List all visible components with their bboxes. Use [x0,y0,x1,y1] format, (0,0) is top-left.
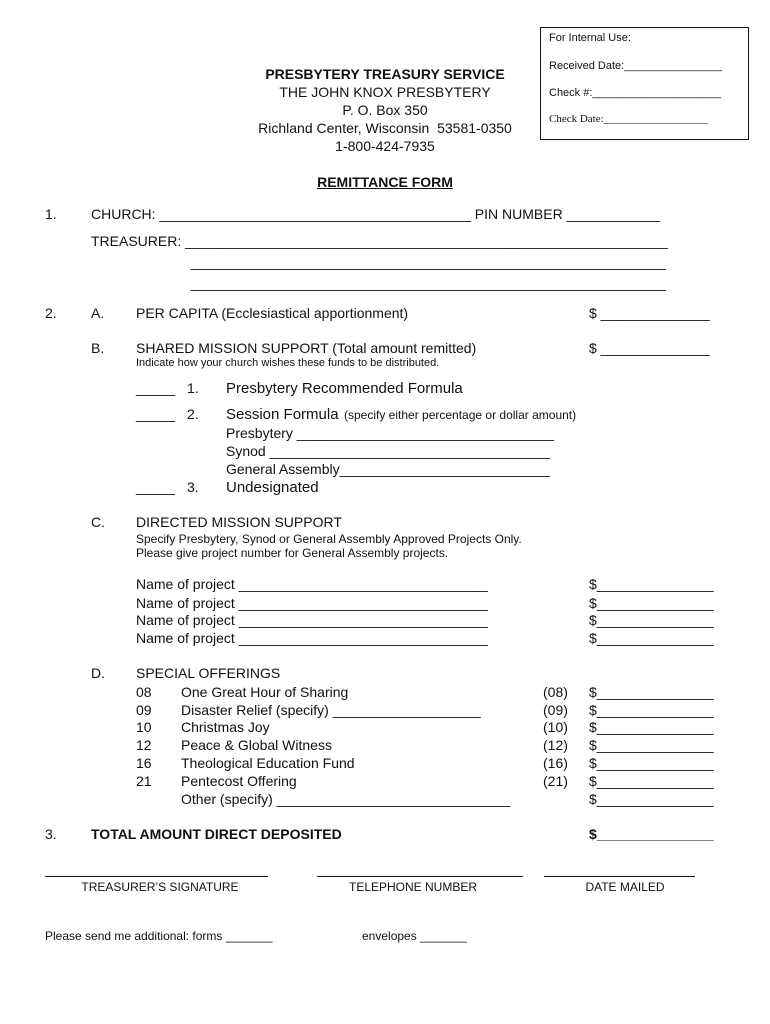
session-presbytery-field[interactable]: Presbytery _________________________________ [226,425,554,441]
offering-code: 09 [136,702,152,718]
section-2b-letter: B. [91,340,105,356]
project-name-field[interactable]: Name of project ________________________________ [136,630,488,646]
offering-code: 21 [136,773,152,789]
option-1-number: 1. [187,380,199,396]
other-offering-amount[interactable]: $_______________ [589,791,714,807]
option-1-label: Presbytery Recommended Formula [226,380,463,397]
offering-amount-field[interactable]: $_______________ [589,737,714,753]
telephone-label: TELEPHONE NUMBER [348,880,478,894]
offering-paren-code: (09) [543,702,568,718]
check-date-field[interactable]: Check Date:___________________ [549,113,709,125]
per-capita-amount[interactable]: $ ______________ [589,305,710,321]
treasurer-field[interactable]: TREASURER: ______________________________________________________________ [91,233,668,249]
project-amount-field[interactable]: $_______________ [589,612,714,628]
offering-amount-field[interactable]: $_______________ [589,773,714,789]
project-name-field[interactable]: Name of project ________________________________ [136,612,488,628]
section-3-number: 3. [45,826,57,842]
directed-mission-note-1: Specify Presbytery, Synod or General Assembly Approved Projects Only. [136,532,522,546]
offering-name: Theological Education Fund [181,755,355,771]
special-offerings-label: SPECIAL OFFERINGS [136,665,281,681]
offering-code: 10 [136,719,152,735]
offering-amount-field[interactable]: $_______________ [589,755,714,771]
shared-mission-label: SHARED MISSION SUPPORT (Total amount remitted) [136,340,477,356]
project-amount-field[interactable]: $_______________ [589,630,714,646]
telephone-line[interactable] [317,876,523,877]
date-mailed-line[interactable] [544,876,695,877]
other-offering-field[interactable]: Other (specify) ______________________________ [181,791,511,807]
option-2-note: (specify either percentage or dollar amount) [344,408,577,422]
offering-name: One Great Hour of Sharing [181,684,349,700]
offering-amount-field[interactable]: $_______________ [589,684,714,700]
treasurer-signature-label: TREASURER’S SIGNATURE [81,880,239,894]
internal-use-title: For Internal Use: [549,32,631,44]
per-capita-label: PER CAPITA (Ecclesiastical apportionment) [136,305,409,321]
option-1-blank[interactable]: _____ [136,380,175,396]
directed-mission-note-2: Please give project number for General Assembly projects. [136,546,449,560]
offering-name[interactable]: Disaster Relief (specify) ___________________ [181,702,481,718]
service-title: PRESBYTERY TREASURY SERVICE [265,66,505,82]
offering-paren-code: (21) [543,773,568,789]
presbytery-name: THE JOHN KNOX PRESBYTERY [279,84,491,100]
section-1-number: 1. [45,206,57,222]
section-2d-letter: D. [91,665,105,681]
option-2-number: 2. [187,406,199,422]
project-name-field[interactable]: Name of project ________________________________ [136,576,488,592]
offering-name: Pentecost Offering [181,773,297,789]
section-2a-letter: A. [91,305,105,321]
offering-paren-code: (16) [543,755,568,771]
project-name-field[interactable]: Name of project ________________________________ [136,595,488,611]
treasurer-line-3[interactable]: _____________________________________________________________ [191,275,666,291]
option-3-label: Undesignated [226,479,319,496]
offering-amount-field[interactable]: $_______________ [589,702,714,718]
total-deposited-amount[interactable]: $_______________ [589,826,714,842]
offering-code: 12 [136,737,152,753]
directed-mission-label: DIRECTED MISSION SUPPORT [136,514,342,530]
shared-mission-amount[interactable]: $ ______________ [589,340,710,356]
total-deposited-label: TOTAL AMOUNT DIRECT DEPOSITED [91,826,342,842]
option-3-number: 3. [187,479,199,495]
option-3-blank[interactable]: _____ [136,479,175,495]
additional-forms-field[interactable]: Please send me additional: forms _______ [45,929,273,943]
treasurer-line-2[interactable]: _____________________________________________________________ [191,254,666,270]
po-box: P. O. Box 350 [342,102,428,118]
check-number-field[interactable]: Check #:_____________________ [549,87,721,99]
session-synod-field[interactable]: Synod ____________________________________ [226,443,550,459]
church-field[interactable]: CHURCH: ________________________________________ PIN NUMBER ____________ [91,206,660,222]
offering-paren-code: (10) [543,719,568,735]
offering-name: Christmas Joy [181,719,270,735]
session-general-assembly-field[interactable]: General Assembly___________________________ [226,461,550,477]
form-title: REMITTANCE FORM [317,174,453,190]
date-mailed-label: DATE MAILED [585,880,665,894]
offering-code: 16 [136,755,152,771]
offering-paren-code: (08) [543,684,568,700]
offering-code: 08 [136,684,152,700]
city-address: Richland Center, Wisconsin 53581-0350 [258,120,512,136]
section-2c-letter: C. [91,514,105,530]
phone-number: 1-800-424-7935 [335,138,435,154]
option-2-label: Session Formula [226,406,339,423]
project-amount-field[interactable]: $_______________ [589,576,714,592]
treasurer-signature-line[interactable] [45,876,268,877]
received-date-field[interactable]: Received Date:________________ [549,60,723,72]
shared-mission-note: Indicate how your church wishes these funds to be distributed. [136,357,440,369]
offering-name: Peace & Global Witness [181,737,332,753]
section-2-number: 2. [45,305,57,321]
offering-paren-code: (12) [543,737,568,753]
offering-amount-field[interactable]: $_______________ [589,719,714,735]
project-amount-field[interactable]: $_______________ [589,595,714,611]
additional-envelopes-field[interactable]: envelopes _______ [362,929,467,943]
option-2-blank[interactable]: _____ [136,406,175,422]
